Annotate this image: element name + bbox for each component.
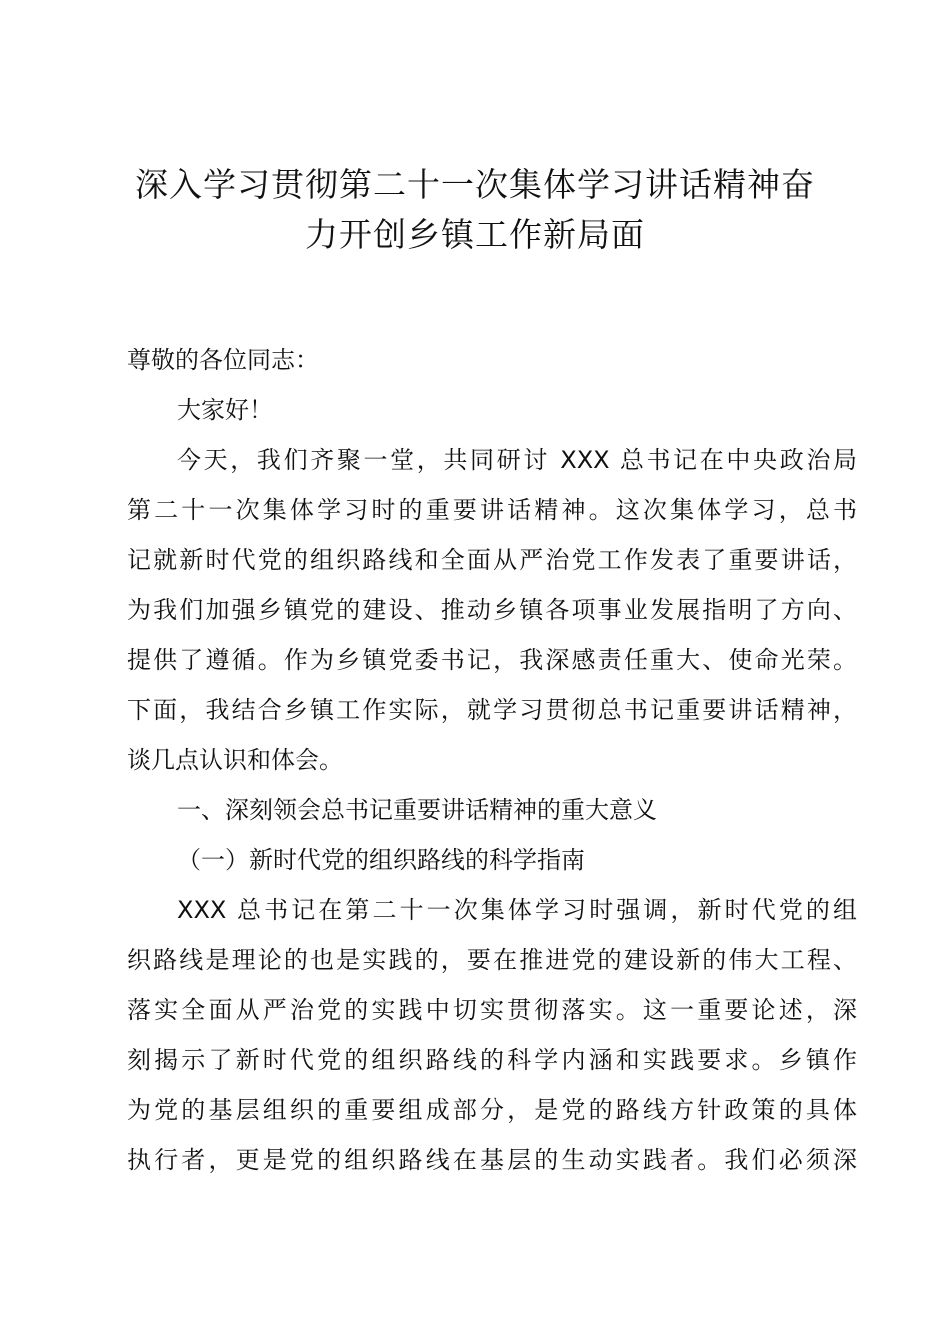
subsection-heading: （一）新时代党的组织路线的科学指南 bbox=[177, 846, 585, 874]
paragraph-line: 为我们加强乡镇党的建设、推动乡镇各项事业发展指明了方向、 bbox=[127, 596, 857, 624]
paragraph-line: 今天，我们齐聚一堂，共同研讨 XXX 总书记在中央政治局 bbox=[177, 446, 857, 474]
paragraph-line: 提供了遵循。作为乡镇党委书记，我深感责任重大、使命光荣。 bbox=[127, 646, 857, 674]
paragraph-line: 为党的基层组织的重要组成部分，是党的路线方针政策的具体 bbox=[127, 1096, 857, 1124]
title-line-1: 深入学习贯彻第二十一次集体学习讲话精神奋 bbox=[135, 165, 815, 204]
paragraph-line: 下面，我结合乡镇工作实际，就学习贯彻总书记重要讲话精神， bbox=[127, 696, 857, 724]
section-heading: 一、深刻领会总书记重要讲话精神的重大意义 bbox=[177, 796, 657, 824]
document-body bbox=[127, 335, 857, 1185]
greeting: 大家好！ bbox=[177, 396, 273, 424]
paragraph-line: 刻揭示了新时代党的组织路线的科学内涵和实践要求。乡镇作 bbox=[127, 1046, 857, 1074]
paragraph-line: 落实全面从严治党的实践中切实贯彻落实。这一重要论述，深 bbox=[127, 996, 857, 1024]
document-title bbox=[100, 160, 850, 260]
title-line-2: 力开创乡镇工作新局面 bbox=[305, 215, 645, 254]
paragraph-line: 第二十一次集体学习时的重要讲话精神。这次集体学习，总书 bbox=[127, 496, 857, 524]
salutation: 尊敬的各位同志： bbox=[127, 346, 319, 374]
paragraph-line: 执行者，更是党的组织路线在基层的生动实践者。我们必须深 bbox=[127, 1146, 857, 1174]
paragraph-line: 织路线是理论的也是实践的，要在推进党的建设新的伟大工程、 bbox=[127, 946, 857, 974]
paragraph-line: 谈几点认识和体会。 bbox=[127, 746, 343, 774]
paragraph-line: XXX 总书记在第二十一次集体学习时强调，新时代党的组 bbox=[177, 896, 857, 924]
paragraph-line: 记就新时代党的组织路线和全面从严治党工作发表了重要讲话， bbox=[127, 546, 857, 574]
